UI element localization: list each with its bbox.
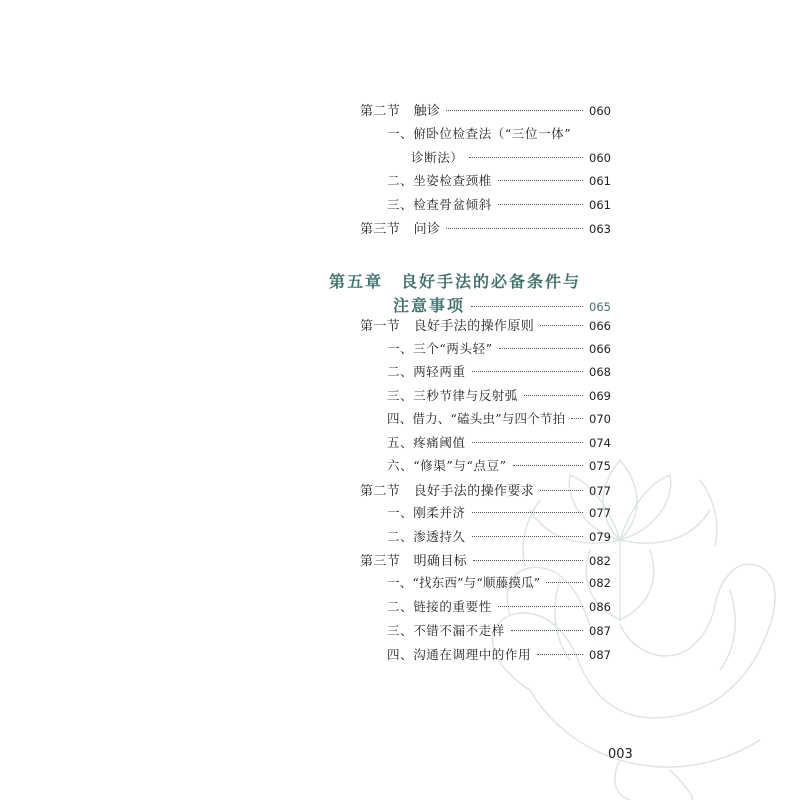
toc-page-number: 074 [589, 436, 611, 450]
toc-entry-label: 诊断法） [411, 150, 464, 165]
toc-entry-label: 一、刚柔并济 [387, 505, 466, 520]
toc-entry[interactable] [411, 148, 611, 168]
toc-page-number: 070 [589, 412, 611, 426]
toc-page-number: 075 [589, 459, 611, 473]
toc-entry[interactable] [360, 218, 611, 238]
toc-page-number: 077 [589, 484, 611, 498]
toc-entry-label: 第二节 触诊 [360, 104, 441, 119]
toc-entry-label: 二、渗透持久 [387, 529, 466, 544]
toc-leader-dots [540, 325, 583, 326]
toc-entry[interactable] [387, 456, 611, 476]
toc-entry[interactable] [387, 195, 611, 215]
toc-entry-label: 第三节 明确目标 [360, 554, 468, 569]
toc-entry[interactable] [360, 315, 611, 335]
toc-page-number: 066 [589, 342, 611, 356]
toc-leader-dots [513, 465, 583, 466]
toc-page-number: 087 [589, 624, 611, 638]
toc-entry-label: 一、“找东西”与“顺藤摸瓜” [387, 575, 541, 590]
toc-entry[interactable] [387, 362, 611, 382]
toc-entry[interactable] [387, 339, 611, 359]
toc-entry-label: 第一节 良好手法的操作原则 [360, 319, 535, 334]
toc-leader-dots [546, 582, 583, 583]
toc-leader-dots [540, 490, 583, 491]
toc-page-number: 063 [589, 222, 611, 236]
chapter-title[interactable]: 第五章 良好手法的必备条件与 [329, 272, 582, 291]
toc-page-number: 079 [589, 530, 611, 544]
toc-page-number: 077 [589, 506, 611, 520]
toc-page-number: 061 [589, 174, 611, 188]
toc-entry-label: 五、疼痛阈值 [387, 435, 466, 450]
toc-leader-dots [498, 204, 583, 205]
toc-page-number: 066 [589, 319, 611, 333]
toc-entry[interactable] [387, 124, 611, 144]
toc-leader-dots [571, 418, 583, 419]
toc-leader-dots [511, 630, 583, 631]
toc-entry[interactable] [387, 573, 611, 593]
toc-leader-dots [471, 306, 583, 307]
toc-page-number: 082 [589, 554, 611, 568]
toc-entry[interactable] [387, 171, 611, 191]
toc-leader-dots [446, 110, 583, 111]
toc-leader-dots [537, 654, 583, 655]
toc-entry-chapter[interactable] [393, 293, 611, 313]
toc-entry-label: 三、不错不漏不走样 [387, 623, 505, 638]
toc-leader-dots [498, 606, 583, 607]
toc-entry-label: 第三节 问诊 [360, 222, 441, 237]
toc-leader-dots [472, 371, 583, 372]
toc-entry[interactable] [387, 527, 611, 547]
toc-entry[interactable] [387, 597, 611, 617]
toc-leader-dots [472, 512, 583, 513]
toc-page-number: 069 [589, 389, 611, 403]
toc-entry-label: 一、三个“两头轻” [387, 341, 493, 356]
toc-page-number: 061 [589, 198, 611, 212]
toc-entry-label: 二、坐姿检查颈椎 [387, 173, 492, 188]
toc-entry-label: 三、三秒节律与反射弧 [387, 388, 519, 403]
toc-page-number: 060 [589, 151, 611, 165]
toc-entry[interactable] [387, 645, 611, 665]
toc-entry[interactable] [360, 100, 611, 120]
toc-leader-dots [446, 228, 583, 229]
toc-leader-dots [472, 442, 583, 443]
toc-leader-dots [524, 395, 583, 396]
toc-entry[interactable] [387, 503, 611, 523]
toc-entry-label: 三、检查骨盆倾斜 [387, 197, 492, 212]
chapter-title-continuation: 注意事项 [393, 296, 466, 315]
toc-page-number: 068 [589, 365, 611, 379]
toc-page-number: 065 [589, 300, 611, 314]
toc-entry[interactable] [387, 409, 611, 429]
page-number: 003 [608, 747, 633, 762]
toc-entry-label: 二、两轻两重 [387, 364, 466, 379]
toc-leader-dots [473, 560, 583, 561]
toc-leader-dots [498, 180, 583, 181]
toc-entry[interactable] [387, 433, 611, 453]
toc-entry[interactable] [387, 386, 611, 406]
toc-page-number: 060 [589, 104, 611, 118]
toc-entry-label: 二、链接的重要性 [387, 599, 492, 614]
toc-leader-dots [499, 348, 583, 349]
toc-entry-label: 第二节 良好手法的操作要求 [360, 484, 535, 499]
toc-entry-label: 四、沟通在调理中的作用 [387, 647, 532, 662]
toc-page-number: 082 [589, 576, 611, 590]
toc-page-number: 086 [589, 600, 611, 614]
toc-entry[interactable] [360, 550, 611, 570]
toc-page-number: 087 [589, 648, 611, 662]
toc-entry-label: 一、俯卧位检查法（“三位一体” [387, 126, 572, 141]
toc-leader-dots [469, 157, 583, 158]
toc-leader-dots [472, 536, 583, 537]
toc-entry-label: 六、“修渠”与“点豆” [387, 458, 507, 473]
toc-entry[interactable] [387, 621, 611, 641]
toc-entry[interactable] [360, 480, 611, 500]
toc-entry-label: 四、借力、“磕头虫”与四个节拍 [387, 411, 566, 426]
